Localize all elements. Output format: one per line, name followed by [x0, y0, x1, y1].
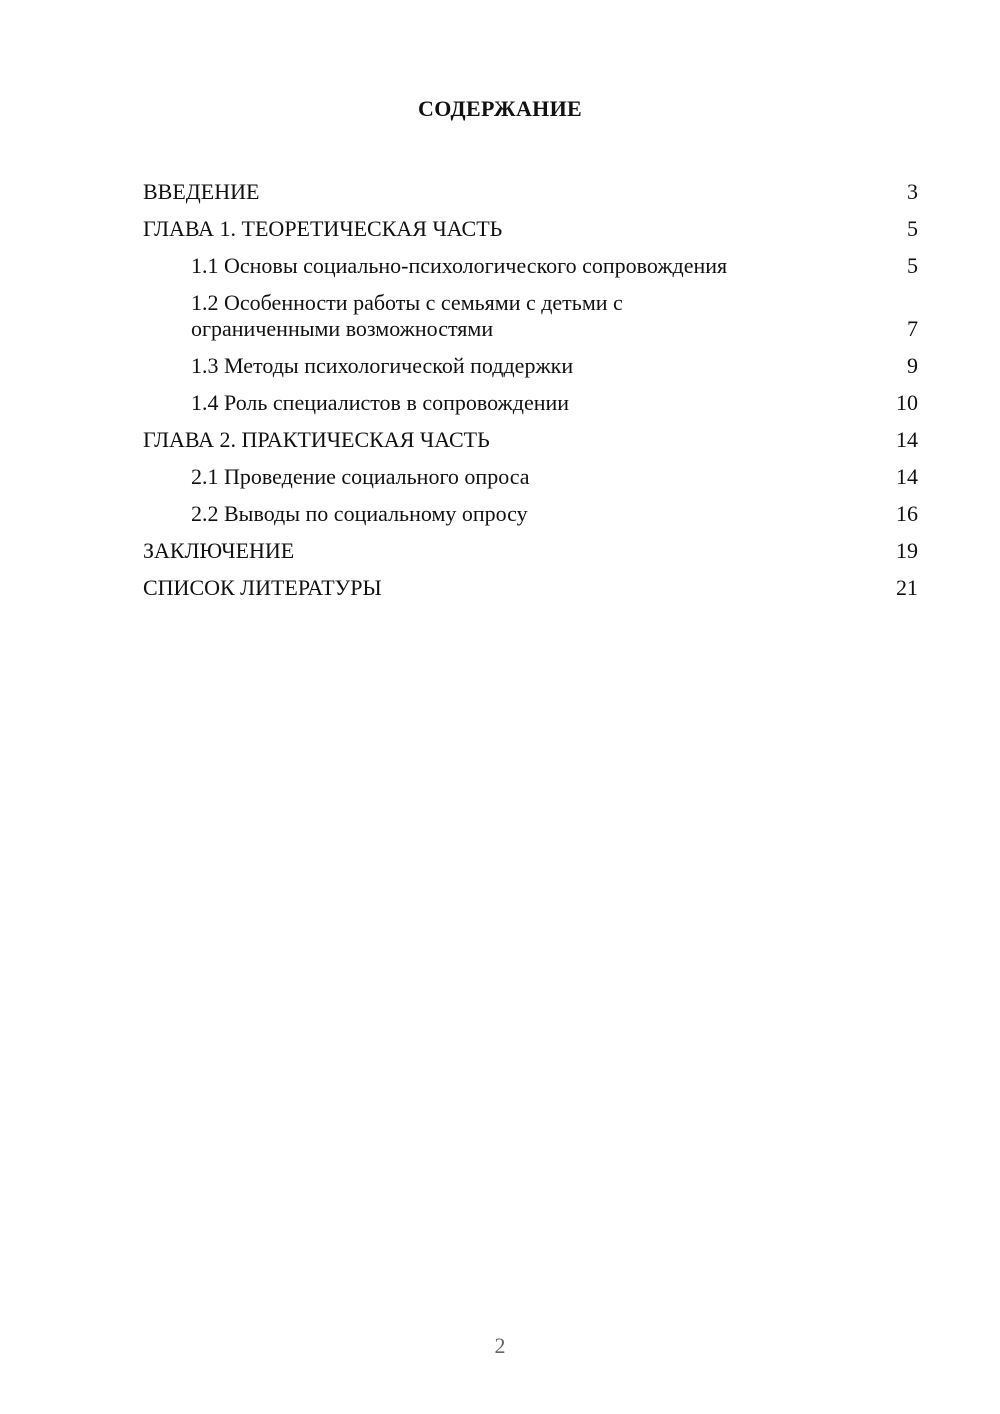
toc-entry-label: 2.2 Выводы по социальному опросу [191, 501, 528, 526]
toc-entry-section-2-2[interactable] [143, 490, 918, 527]
toc-entry-page: 14 [896, 464, 918, 489]
toc-entry-page: 7 [907, 316, 918, 341]
toc-entry-section-1-2[interactable] [143, 279, 918, 342]
toc-entry-page: 16 [896, 501, 918, 526]
toc-entry-label: 1.2 Особенности работы с семьями с детьми с ограниченными возможностями [191, 290, 623, 341]
toc-entry-label: 1.1 Основы социально-психологического сопровождения [191, 253, 728, 278]
toc-entry-page: 5 [907, 216, 918, 241]
toc-entry-chapter-1[interactable] [143, 205, 918, 242]
toc-entry-references[interactable] [143, 564, 918, 601]
toc-entry-label: ЗАКЛЮЧЕНИЕ [143, 538, 295, 563]
toc-entry-section-2-1[interactable] [143, 453, 918, 490]
page-title: СОДЕРЖАНИЕ [418, 96, 582, 121]
toc-entry-page: 10 [896, 390, 918, 415]
toc-entry-page: 5 [907, 253, 918, 278]
toc-entry-label: ГЛАВА 1. ТЕОРЕТИЧЕСКАЯ ЧАСТЬ [143, 216, 503, 241]
toc-entry-page: 19 [896, 538, 918, 563]
toc-entry-section-1-4[interactable] [143, 379, 918, 416]
toc-entry-page: 21 [896, 575, 918, 600]
toc-entry-label: ВВЕДЕНИЕ [143, 179, 260, 204]
toc-entry-label: СПИСОК ЛИТЕРАТУРЫ [143, 575, 382, 600]
toc-entry-chapter-2[interactable] [143, 416, 918, 453]
toc-entry-conclusion[interactable] [143, 527, 918, 564]
toc-entry-section-1-3[interactable] [143, 342, 918, 379]
toc-entry-label: ГЛАВА 2. ПРАКТИЧЕСКАЯ ЧАСТЬ [143, 427, 490, 452]
toc-entry-section-1-1[interactable] [143, 242, 918, 279]
toc-entry-label: 1.3 Методы психологической поддержки [191, 353, 574, 378]
toc-entry-page: 14 [896, 427, 918, 452]
table-of-contents [143, 168, 918, 601]
toc-entry-label: 2.1 Проведение социального опроса [191, 464, 530, 489]
toc-entry-page: 3 [907, 179, 918, 204]
toc-entry-introduction[interactable] [143, 168, 918, 205]
toc-entry-label: 1.4 Роль специалистов в сопровождении [191, 390, 570, 415]
toc-entry-page: 9 [907, 353, 918, 378]
page-number: 2 [494, 1333, 506, 1358]
